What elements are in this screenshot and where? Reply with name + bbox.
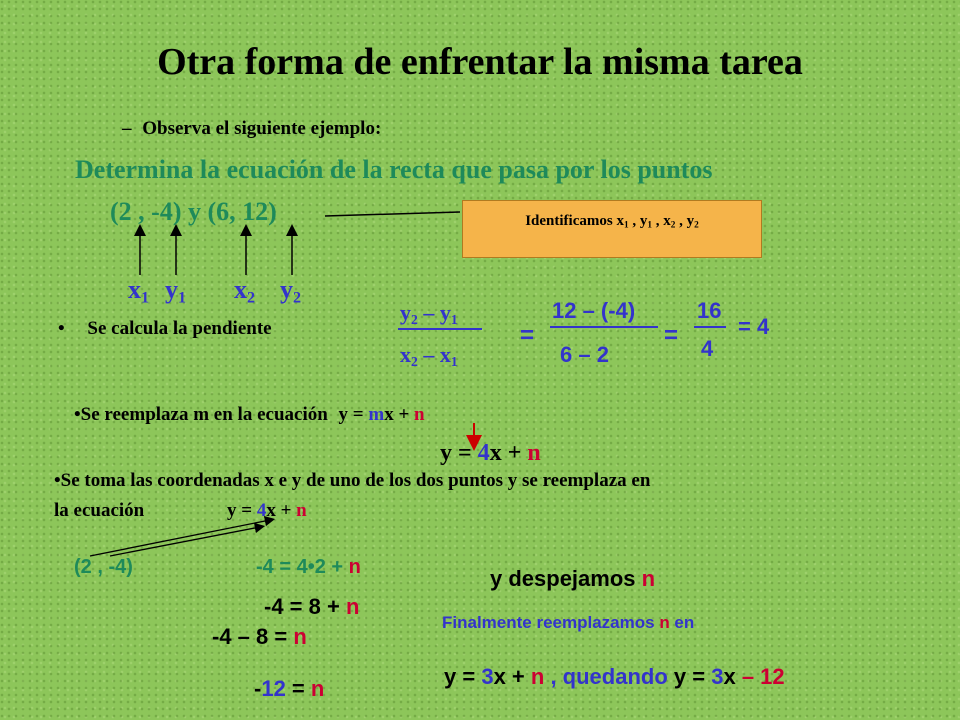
slope-fraction-bar-2 (550, 326, 658, 328)
slope-den-2: 6 – 2 (560, 342, 609, 367)
slope-equals-2: = (664, 322, 679, 349)
problem-line-1: Determina la ecuación de la recta que pasa por los puntos (75, 155, 713, 184)
callout-y2: y (686, 213, 695, 229)
connector-line (325, 212, 460, 216)
replace-m-equation: y = mx + n (338, 404, 425, 425)
callout-x1: x (616, 213, 624, 229)
callout-sub: 1 (647, 220, 652, 231)
callout-sub: 2 (670, 220, 676, 231)
arrow-point-to-y (110, 527, 260, 556)
coords-text: Se toma las coordenadas x e y de uno de los dos puntos y se reemplaza en (60, 470, 651, 491)
slope-fraction-bar (398, 328, 482, 330)
replace-m-result: y = 4x + n (440, 440, 541, 466)
final-equations: y = 3x + n , quedando y = 3x – 12 (444, 664, 785, 689)
coords-equation: y = 4x + n (227, 500, 307, 521)
label-y1: $y_1$ (165, 275, 187, 307)
slope-equals-1: = (520, 322, 535, 349)
page-title: Otra forma de enfrentar la misma tarea (157, 41, 803, 83)
slope-denominator: $x_2 - x_1$ (400, 342, 458, 369)
solve-point: (2 , -4) (74, 556, 133, 578)
solve-step-3: -4 – 8 = n (212, 624, 307, 649)
callout-sub: 2 (694, 220, 699, 231)
solve-step-1: -4 = 4•2 + n (256, 556, 361, 578)
solve-step-2: -4 = 8 + n (264, 594, 360, 619)
callout-text: Identificamos (525, 213, 613, 229)
callout-y1: y (639, 213, 648, 229)
slope-label-text: Se calcula la pendiente (87, 318, 272, 339)
callout-x2: x (663, 213, 671, 229)
callout-sub: 1 (623, 220, 629, 231)
replace-m-text: Se reemplaza m en la ecuación (80, 404, 328, 425)
solve-step-4: -12 = n (254, 676, 325, 701)
coords-line-2: la ecuación y = 4x + n (54, 500, 307, 521)
problem-line-2: (2 , -4) y (6, 12) (110, 197, 277, 226)
slope-fraction-bar-3 (694, 326, 726, 328)
slope-num-2: 12 – (-4) (552, 298, 636, 323)
replace-m-line: •Se reemplaza m en la ecuación y = mx + n (74, 404, 425, 425)
arrow-point-to-x (90, 520, 270, 556)
despejamos: y despejamos n (490, 566, 656, 591)
slope-numerator: $y_2 - y_1$ (400, 300, 458, 327)
label-y2: $y_2$ (280, 275, 302, 307)
label-x1: $x_1$ (128, 275, 150, 307)
callout-sep: , (675, 213, 687, 229)
callout-sep: , (628, 213, 640, 229)
final-text: Finalmente reemplazamos n en (442, 613, 695, 632)
slope-result: = 4 (738, 314, 770, 339)
label-x2: $x_2$ (234, 275, 256, 307)
intro-dash: – (122, 118, 132, 139)
intro-text: Observa el siguiente ejemplo: (142, 118, 382, 139)
slope-den-3: 4 (701, 336, 714, 361)
coords-line-1: •Se toma las coordenadas x e y de uno de los dos puntos y se reemplaza en (54, 470, 651, 491)
callout-sep: , (652, 213, 664, 229)
slope-label: • Se calcula la pendiente (58, 318, 272, 339)
slope-num-3: 16 (697, 298, 722, 323)
